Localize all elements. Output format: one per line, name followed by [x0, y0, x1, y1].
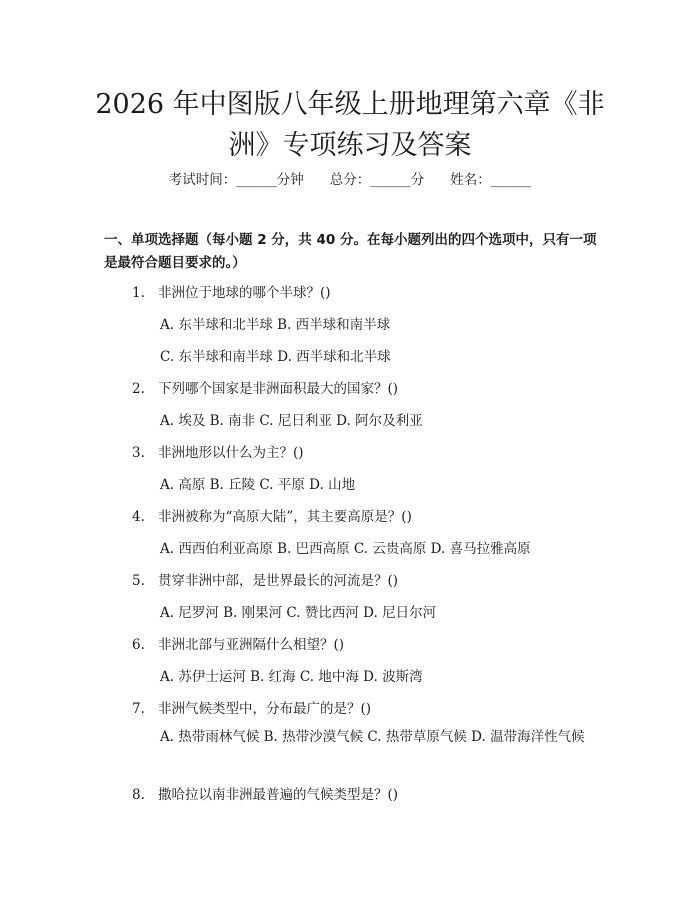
- question-5-options: A. 尼罗河 B. 刚果河 C. 赞比西河 D. 尼日尔河: [160, 605, 437, 621]
- question-4: 4. 非洲被称为“高原大陆”，其主要高原是？(): [132, 509, 412, 525]
- question-3-options: A. 高原 B. 丘陵 C. 平原 D. 山地: [160, 477, 356, 493]
- question-2: 2. 下列哪个国家是非洲面积最大的国家？(): [132, 381, 399, 397]
- exam-time: 考试时间：______分钟: [168, 172, 304, 188]
- question-7-options: A. 热带雨林气候 B. 热带沙漠气候 C. 热带草原气候 D. 温带海洋性气候: [160, 729, 585, 745]
- exam-student-name: 姓名：______: [450, 172, 532, 188]
- section-heading: 一、单项选择题（每小题 2 分，共 40 分。在每小题列出的四个选项中，只有一项是最符合题目要求的。）: [104, 232, 597, 271]
- page-title: [60, 84, 640, 166]
- question-6-options: A. 苏伊士运河 B. 红海 C. 地中海 D. 波斯湾: [160, 669, 423, 685]
- title-line-1: 2026 年中图版八年级上册地理第六章《非: [95, 89, 605, 120]
- title-line-2: 洲》专项练习及答案: [228, 130, 472, 161]
- question-1: 1. 非洲位于地球的哪个半球？(): [132, 285, 331, 301]
- question-2-options: A. 埃及 B. 南非 C. 尼日利亚 D. 阿尔及利亚: [160, 413, 423, 429]
- question-6: 6. 非洲北部与亚洲隔什么相望？(): [132, 637, 345, 653]
- question-7: 7. 非洲气候类型中，分布最广的是？(): [132, 701, 372, 717]
- question-3: 3. 非洲地形以什么为主？(): [132, 445, 304, 461]
- question-5: 5. 贯穿非洲中部，是世界最长的河流是？(): [132, 573, 399, 589]
- exam-total-score: 总分：______分: [329, 172, 425, 188]
- question-8: 8. 撒哈拉以南非洲最普遍的气候类型是？(): [132, 787, 399, 803]
- question-1-options-a: A. 东半球和北半球 B. 西半球和南半球: [160, 317, 391, 333]
- question-1-options-b: C. 东半球和南半球 D. 西半球和北半球: [160, 349, 391, 365]
- exam-meta: [0, 168, 700, 188]
- question-4-options: A. 西西伯利亚高原 B. 巴西高原 C. 云贵高原 D. 喜马拉雅高原: [160, 541, 531, 557]
